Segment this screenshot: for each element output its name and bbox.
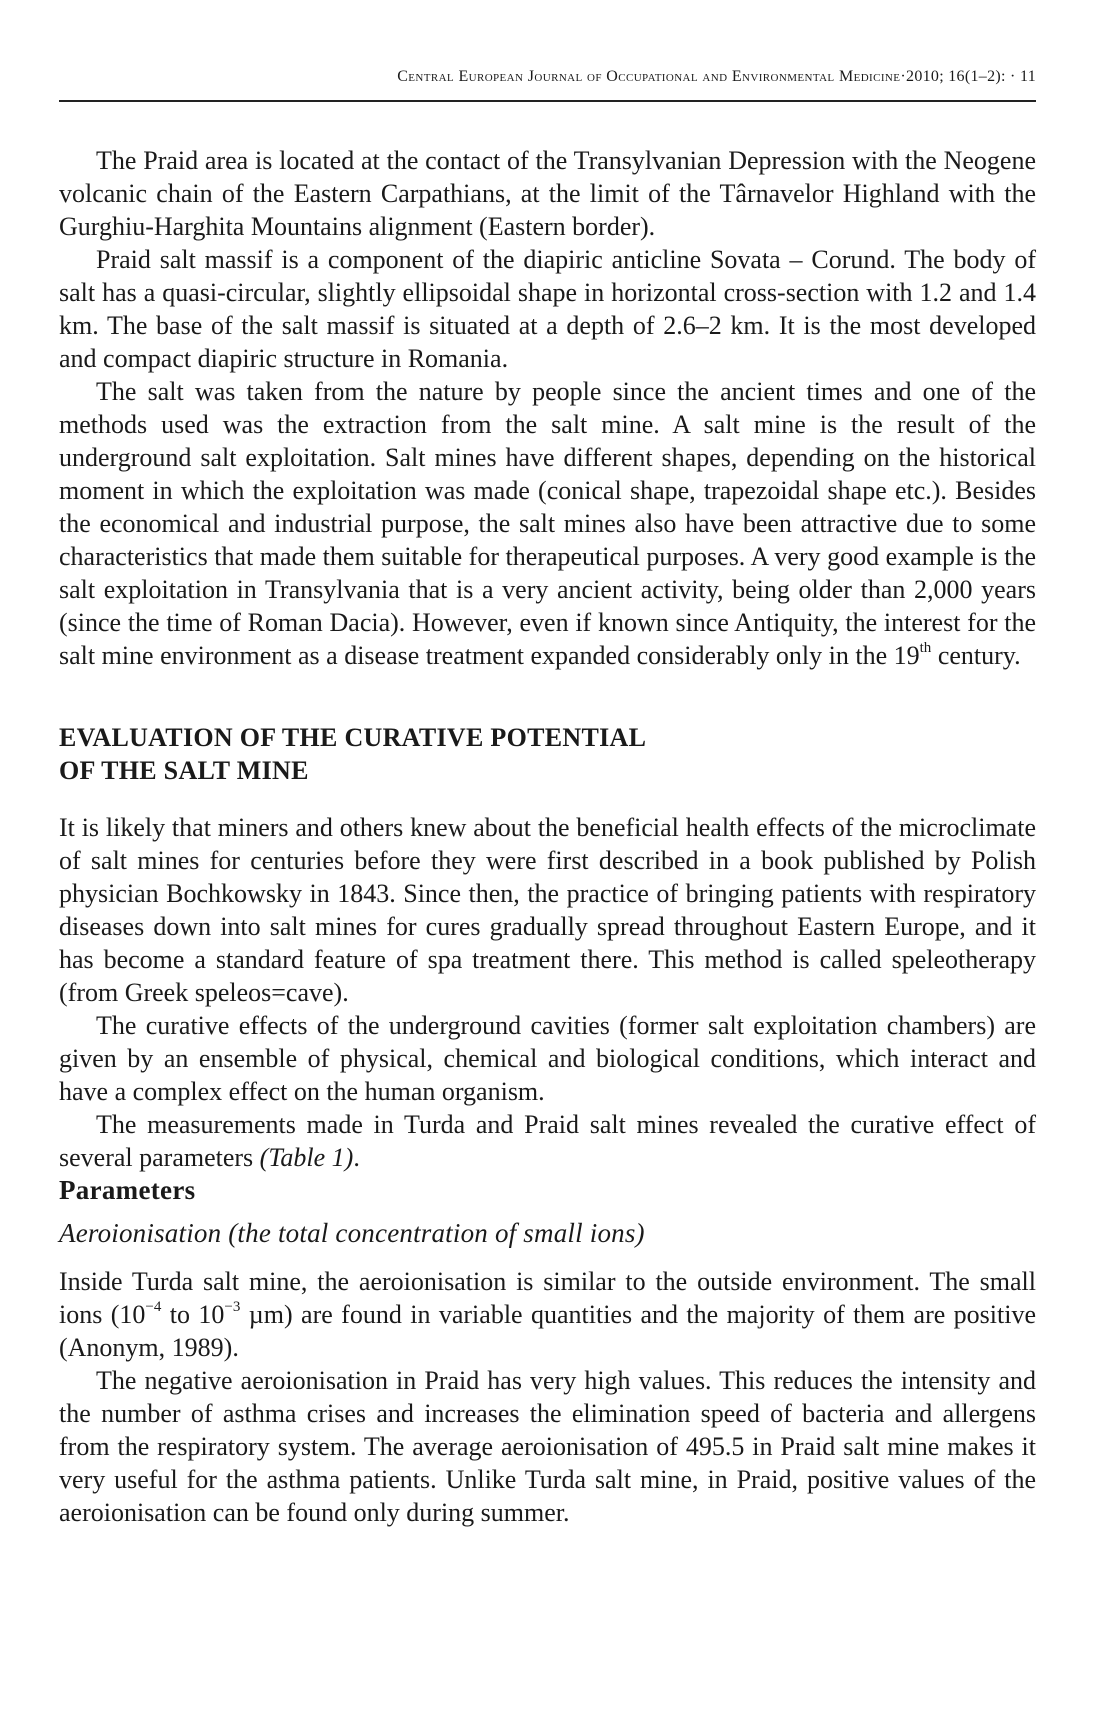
parameters-paragraph-1-a: Inside Turda salt mine, the aeroionisation is similar to the outside environment. The small ions (10: [59, 1267, 1036, 1329]
section-text: [59, 811, 1036, 1174]
intro-paragraph-3: [59, 375, 1036, 672]
journal-title: Central European Journal of Occupational and Environmental Medicine: [397, 68, 901, 85]
parameters-paragraph-1-b: to 10: [161, 1300, 225, 1329]
citation: 2010; 16(1–2): · 11: [906, 68, 1036, 85]
parameters-paragraph-1-c: µm) are found in variable quantities and the majority of them are positive (Anonym, 1989).: [59, 1300, 1036, 1362]
section-paragraph-3-text: The measurements made in Turda and Praid salt mines revealed the curative effect of several parameters: [59, 1110, 1036, 1172]
aeroionisation-subheading: Aeroionisation (the total concentration of small ions): [59, 1218, 645, 1248]
section-heading: [59, 721, 1036, 787]
section-paragraph-1: It is likely that miners and others knew about the beneficial health effects of the microclimate of salt mines for centuries before they were first described in a book published by Polish physician Bochkowsky in 1843. Since then, the practice of bringing patients with respiratory diseases down into salt mines for cures gradually spread throughout Eastern Europe, and it has become a standard feature of spa treatment there. This method is called speleotherapy (from Greek speleos=cave).: [59, 813, 1036, 1007]
exponent-1: −4: [145, 1299, 162, 1316]
section-heading-line-1: EVALUATION OF THE CURATIVE POTENTIAL: [59, 723, 647, 752]
section-paragraph-3: [59, 1108, 1036, 1174]
parameters-paragraph-1: [59, 1265, 1036, 1364]
parameters-heading: Parameters: [59, 1175, 196, 1205]
aeroionisation-subheading-block: [59, 1217, 1036, 1250]
intro-paragraph-3-text: The salt was taken from the nature by people since the ancient times and one of the methods used was the extraction from the salt mine. A salt mine is the result of the underground salt exploitation. Salt mines have different shapes, depending on the historical moment in which the exploitation was made (conical shape, trapezoidal shape etc.). Besides the economical and industrial purpose, the salt mines also have been attractive due to some characteristics that made them suitable for therapeutical purposes. A very good example is the salt exploitation in Transylvania that is a very ancient activity, being older than 2,000 years (since the time of Roman Dacia). However, even if known since Antiquity, the interest for the salt mine environment as a disease treatment expanded considerably only in the 19: [59, 377, 1036, 670]
header-separator: ·: [900, 68, 907, 85]
intro-text: [59, 144, 1036, 672]
section-paragraph-2: The curative effects of the underground cavities (former salt exploitation chambers) are given by an ensemble of physical, chemical and biological conditions, which interact and have a complex effect on the human organism.: [59, 1011, 1036, 1106]
parameters-text: [59, 1265, 1036, 1529]
table-reference: (Table 1): [259, 1143, 354, 1172]
intro-paragraph-1: The Praid area is located at the contact of the Transylvanian Depression with the Neogene volcanic chain of the Eastern Carpathians, at the limit of the Târnavelor Highland with the Gurghiu-Harghita Mountains alignment (Eastern border).: [59, 146, 1036, 241]
parameters-heading-block: [59, 1174, 1036, 1207]
section-heading-line-2: OF THE SALT MINE: [59, 756, 309, 785]
section-paragraph-3-end: .: [353, 1143, 360, 1172]
running-header: [59, 66, 1036, 102]
intro-paragraph-2: Praid salt massif is a component of the diapiric anticline Sovata – Corund. The body of salt has a quasi-circular, slightly ellipsoidal shape in horizontal cross-section with 1.2 and 1.4 km. The base of the salt massif is situated at a depth of 2.6–2 km. It is the most developed and compact diapiric structure in Romania.: [59, 245, 1036, 373]
exponent-2: −3: [224, 1299, 241, 1316]
intro-paragraph-3-end: century.: [931, 641, 1021, 670]
parameters-paragraph-2: The negative aeroionisation in Praid has very high values. This reduces the intensity and the number of asthma crises and increases the elimination speed of bacteria and allergens from the respiratory system. The average aeroionisation of 495.5 in Praid salt mine makes it very useful for the asthma patients. Unlike Turda salt mine, in Praid, positive values of the aeroionisation can be found only during summer.: [59, 1366, 1036, 1527]
ordinal-superscript: th: [919, 640, 932, 657]
